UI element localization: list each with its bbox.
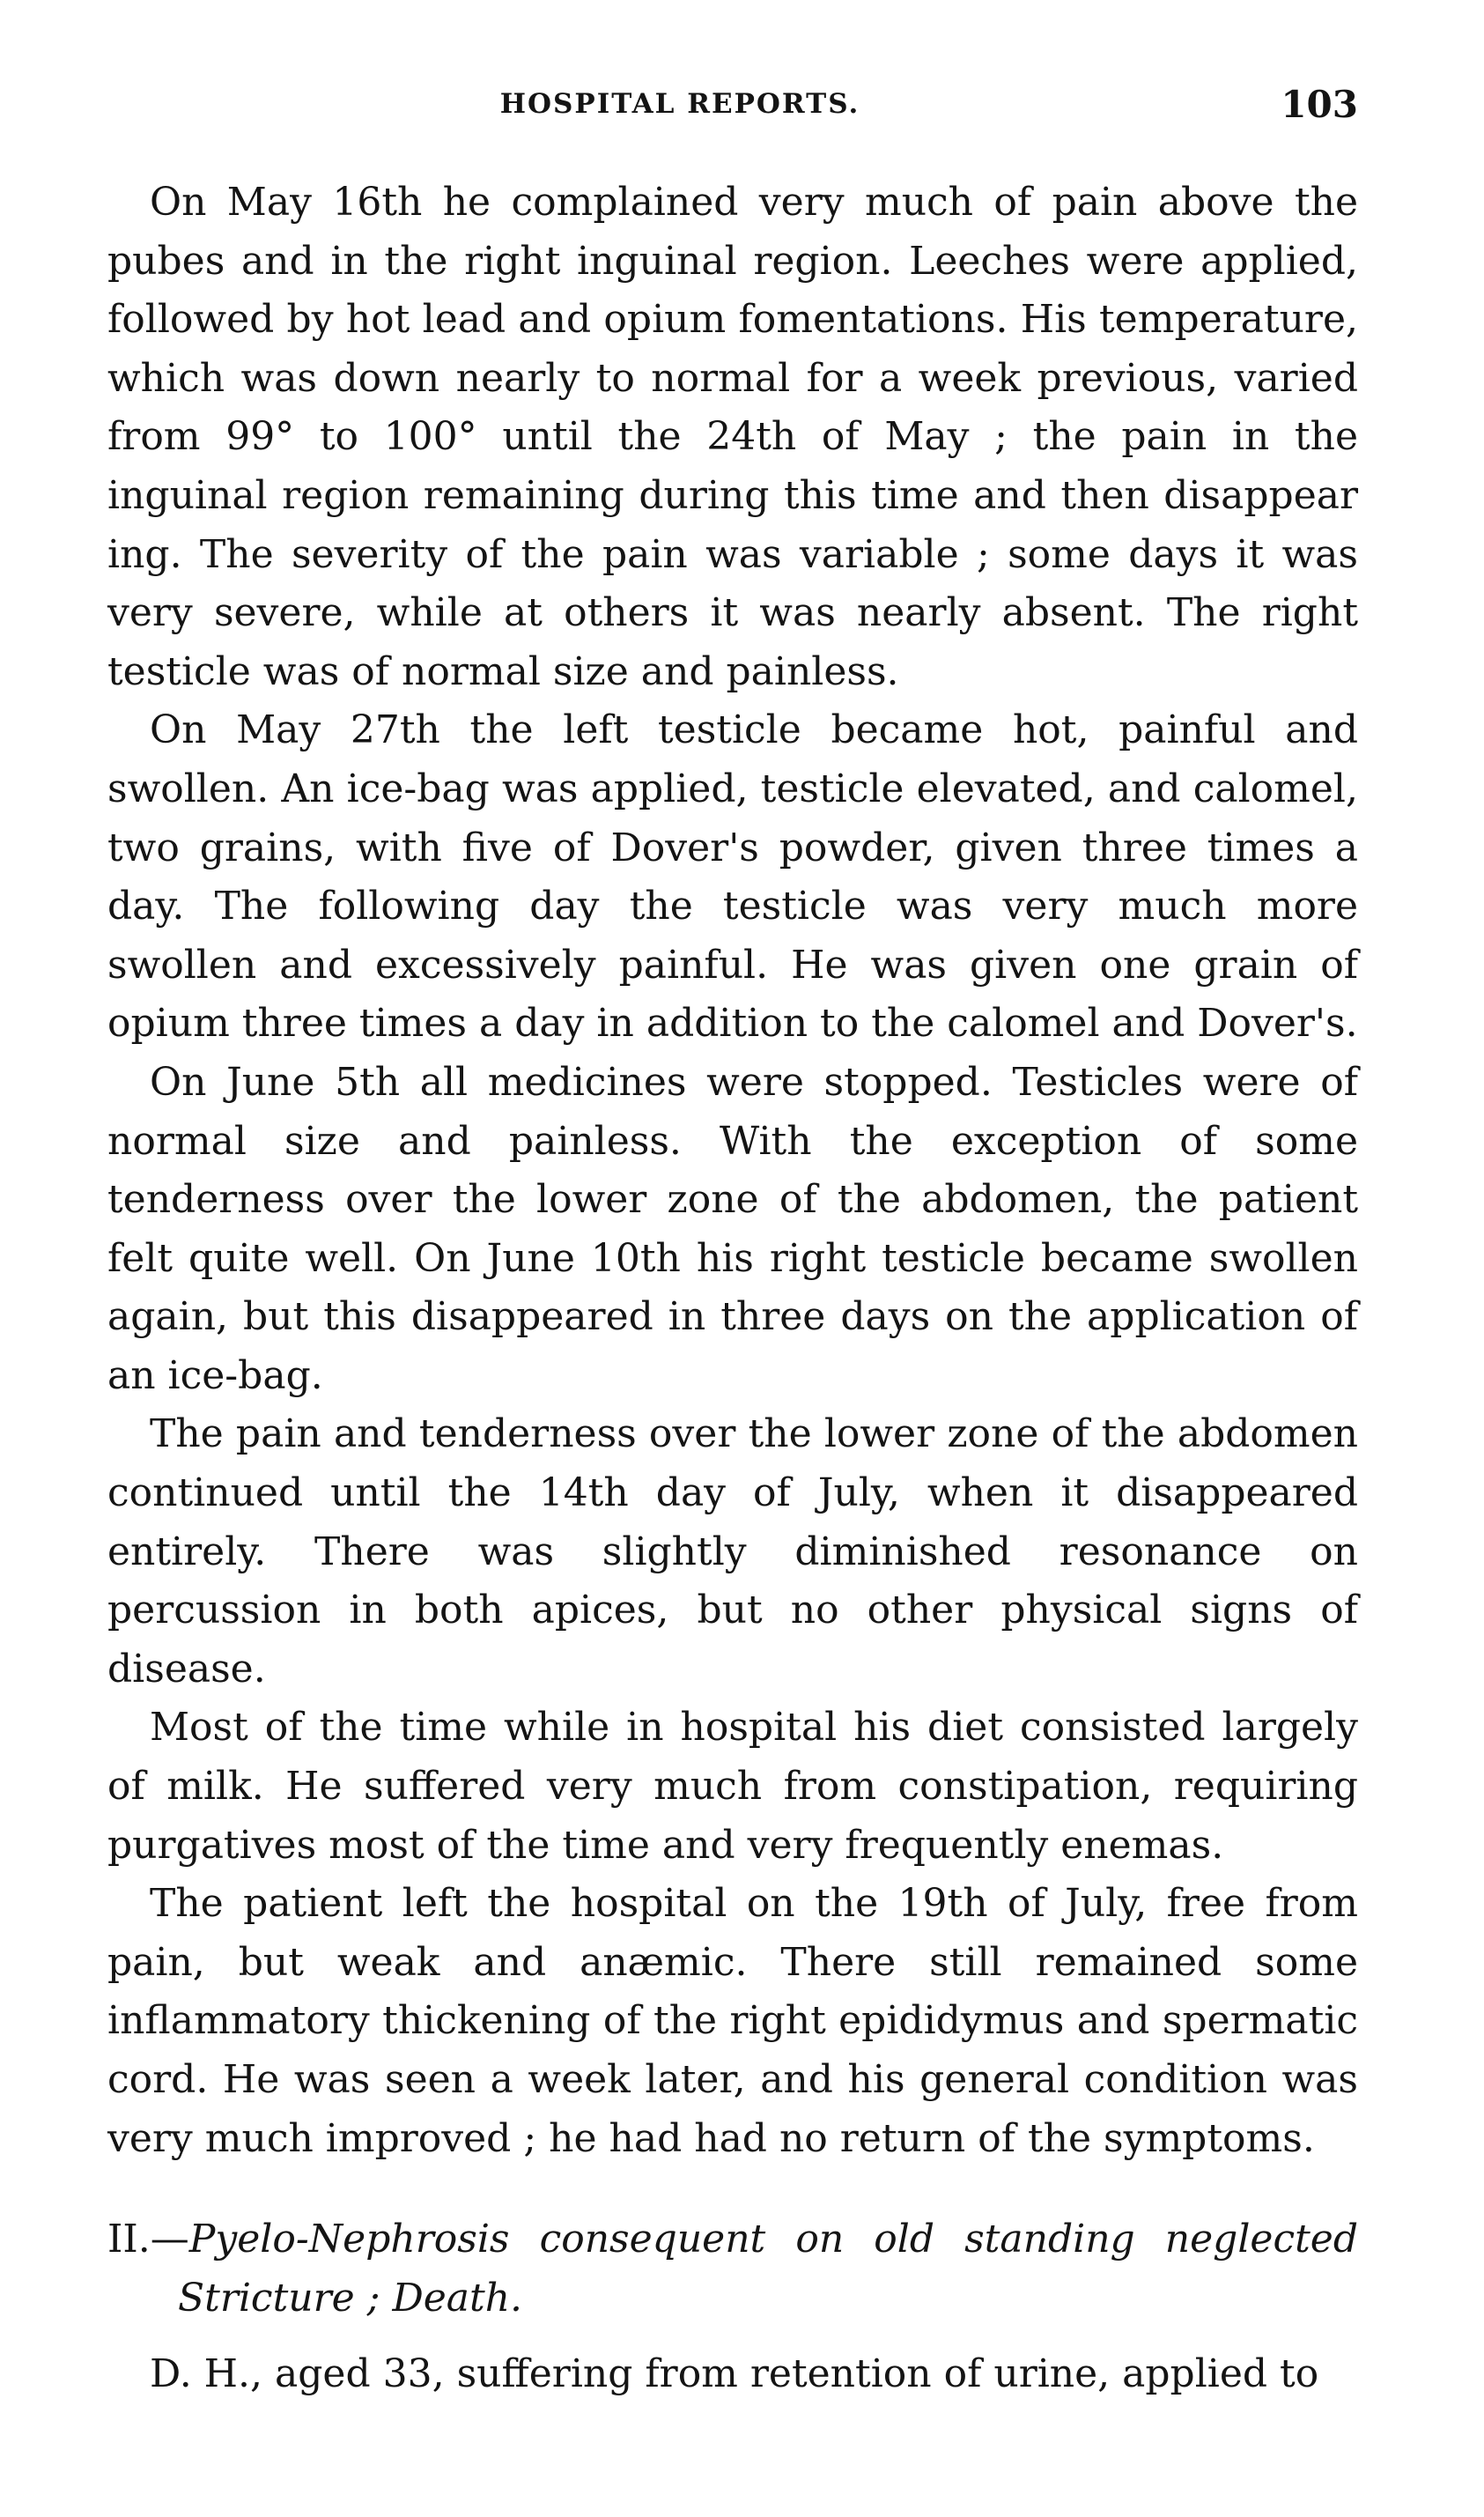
paragraph: The patient left the hospital on the 19th of July, free from pain, but weak and anæmic. There still remained some inflammatory thickening of the right epididymus and spermatic cord. He was seen a week later, and his general condition was very much improved ; he had had no return of the symptoms. — [107, 1881, 1358, 2161]
paragraph: The pain and tenderness over the lower zone of the abdomen continued until the 14th day of July, when it disappeared entirely. There was slightly diminished resonance on percussion in both apices, but no other physical signs of disease. — [107, 1411, 1358, 1692]
paragraph: D. H., aged 33, suffering from retention of urine, applied to — [150, 2351, 1319, 2397]
running-head: HOSPITAL REPORTS. — [499, 88, 860, 120]
paragraph: On May 27th the left testicle became hot, painful and swollen. An ice-bag was applied, testicle elevated, and calomel, two grains, with five of Dover's powder, given three times a day. The following day the testicle was very much more swollen and excessively painful. He was given one grain of opium three times a day in addition to the calomel and Dover's. — [107, 707, 1358, 1047]
page-header — [107, 83, 1358, 141]
section-number: II.— — [107, 2217, 189, 2262]
section-title: Pyelo-Nephrosis consequent on old standing neglected Stricture ; Death. — [178, 2217, 1358, 2321]
section-heading — [107, 2210, 1358, 2328]
paragraph: Most of the time while in hospital his diet consisted largely of milk. He suffered very much from constipation, requiring purgatives most of the time and very frequently enemas. — [107, 1705, 1358, 1868]
paragraph: On June 5th all medicines were stopped. Testicles were of normal size and painless. With the exception of some tenderness over the lower zone of the abdomen, the patient felt quite well. On June 10th his right testicle became swollen again, but this disappeared in three days on the application of an ice-bag. — [107, 1059, 1358, 1398]
paragraph: On May 16th he complained very much of pain above the pubes and in the right inguinal region. Leeches were applied, followed by hot lead and opium fomentations. His temperature, which was down nearly to normal for a week previous, varied from 99° to 100° until the 24th of May ; the pain in the inguinal region remaining during this time and then disappear ing. The severity of the pain was variable ; some days it was very severe, while at others it was nearly absent. The right testicle was of normal size and painless. — [107, 180, 1358, 694]
page-number: 103 — [1281, 83, 1358, 126]
body-text — [107, 174, 1358, 2404]
